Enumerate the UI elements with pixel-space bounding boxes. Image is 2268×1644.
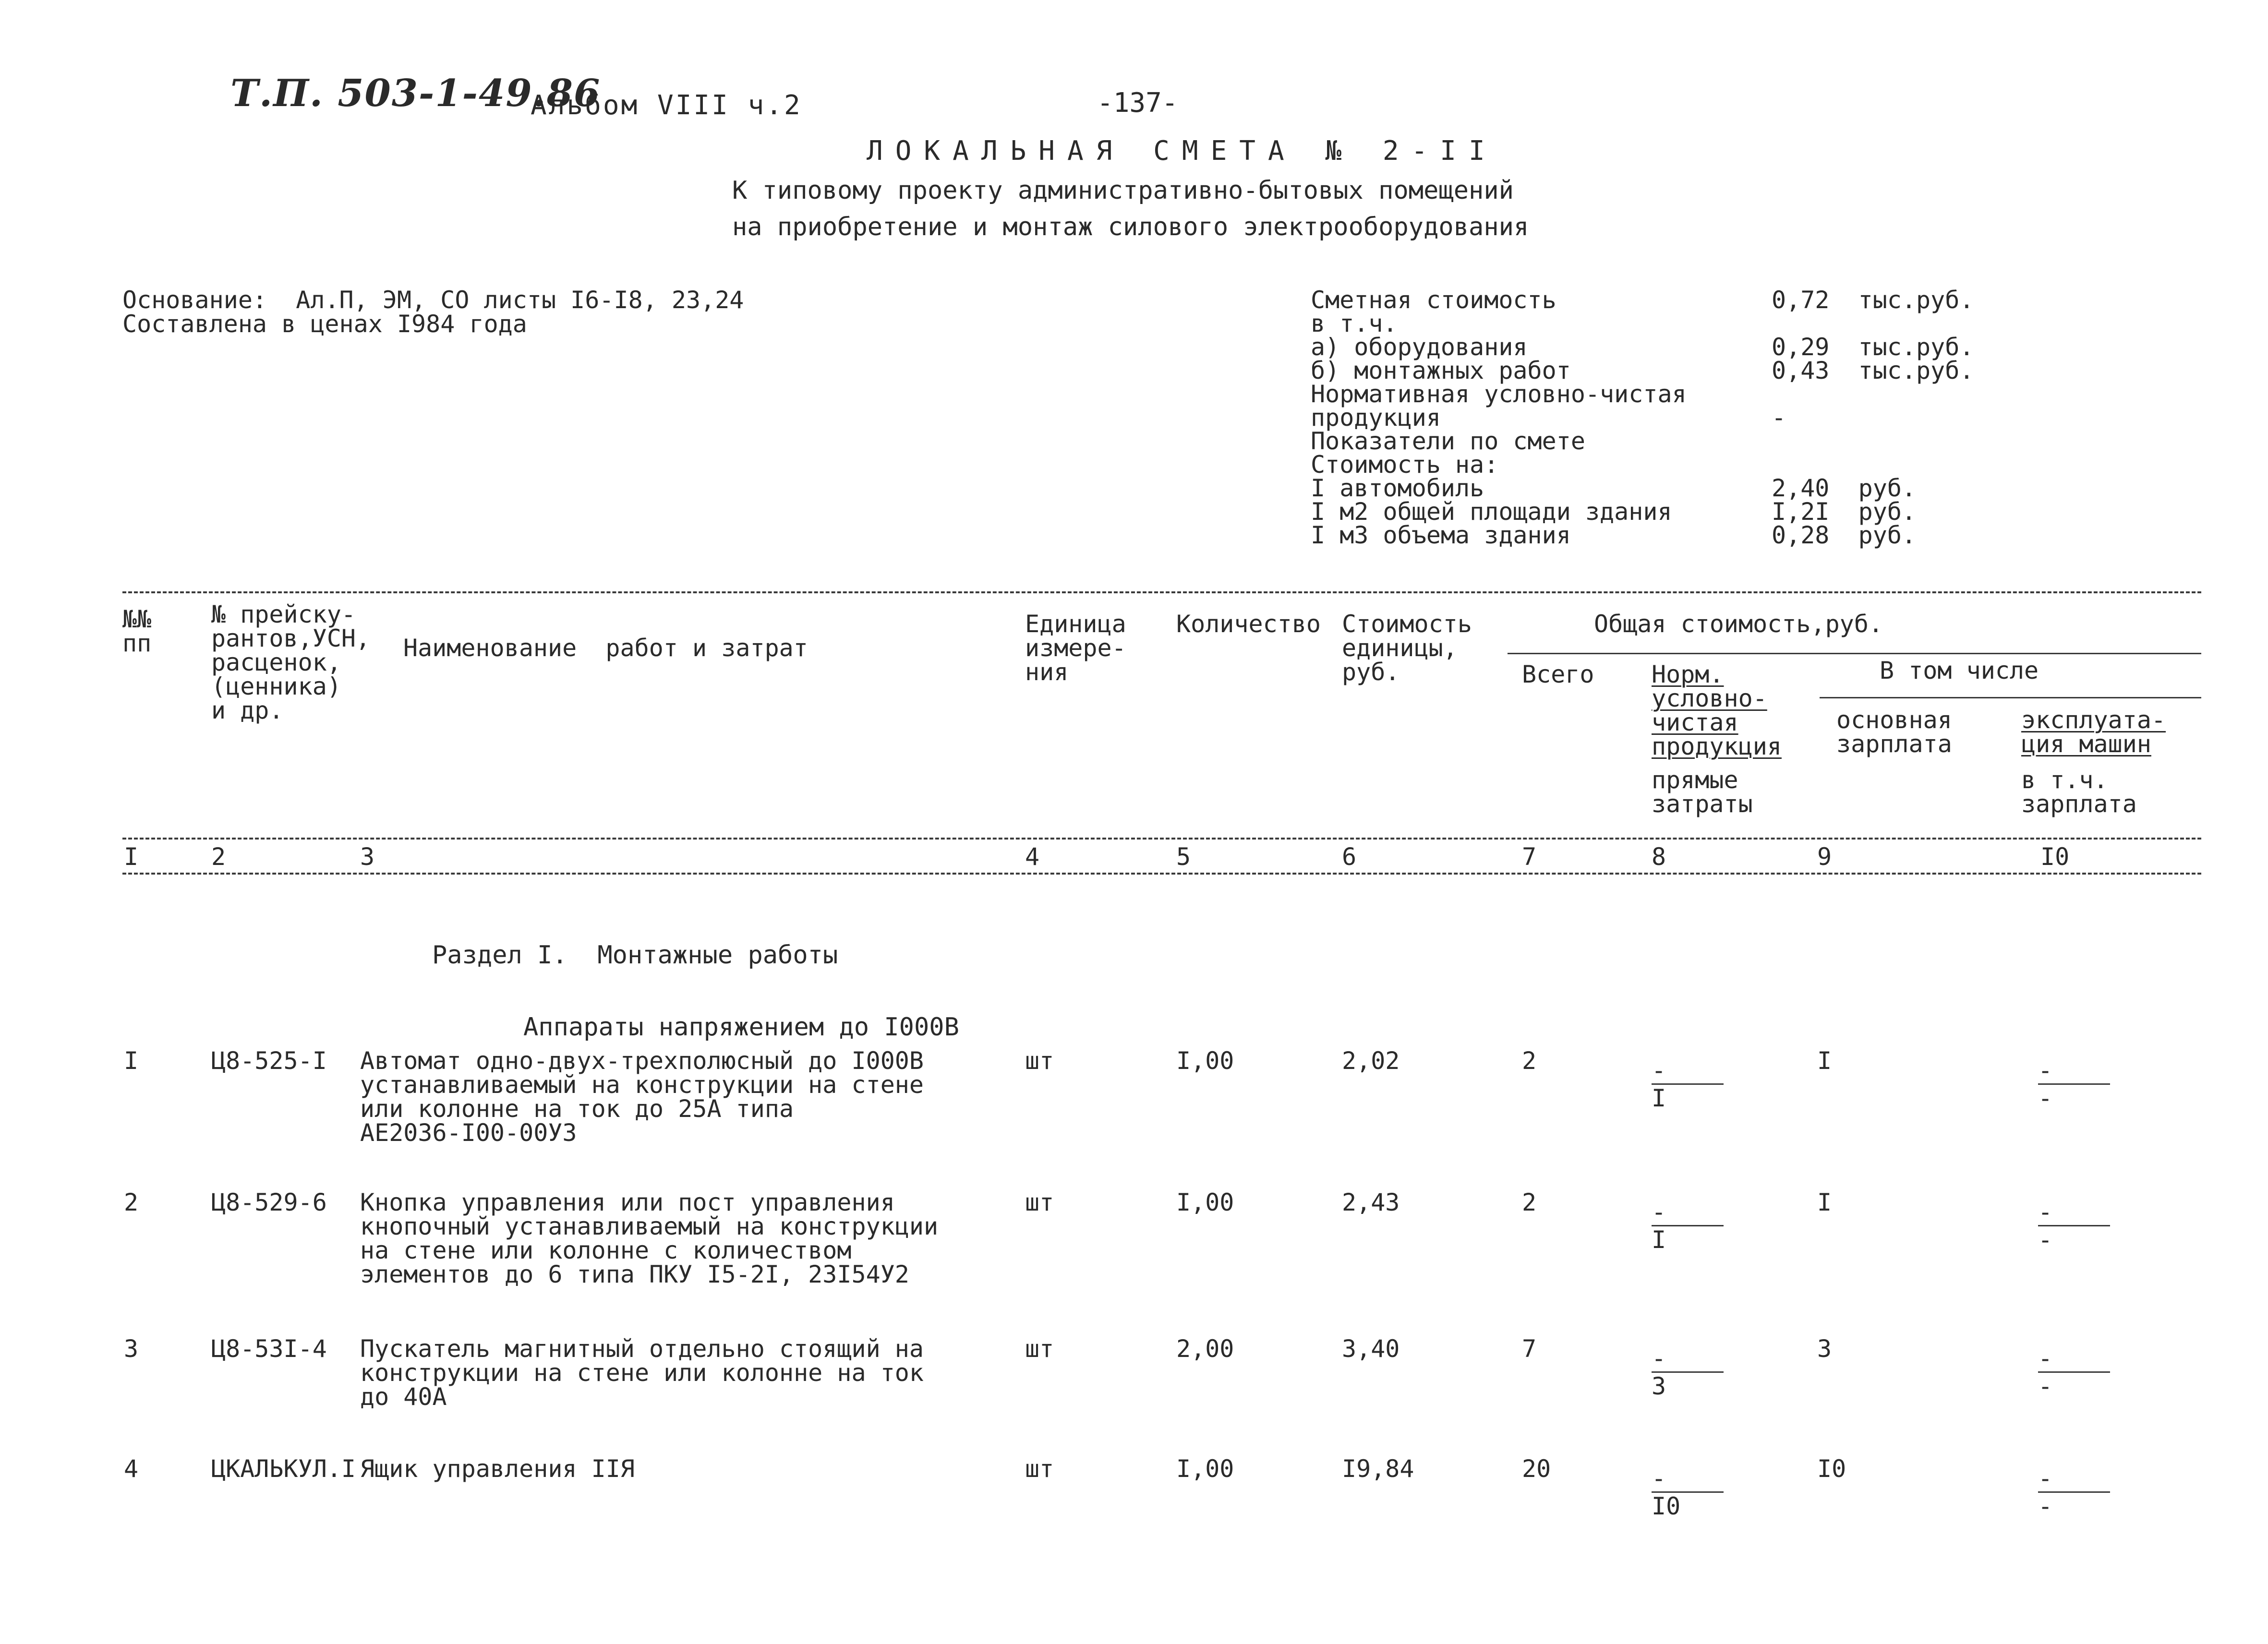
row-machines-fraction-top: - <box>2038 1198 2053 1226</box>
row-unit-cost: I9,84 <box>1342 1455 1414 1483</box>
row-machines-fraction-bottom: - <box>2038 1372 2053 1400</box>
row-base-salary: I0 <box>1817 1455 1846 1483</box>
row-description: Пускатель магнитный отдельно стоящий на конструкции на стене или колонне на ток до 40А <box>360 1335 924 1411</box>
row-unit-cost: 3,40 <box>1342 1335 1400 1363</box>
summary-label: I м3 объема здания <box>1311 521 1571 549</box>
summary-label: Нормативная условно-чистая <box>1311 380 1687 408</box>
row-norm-fraction-bottom: 3 <box>1652 1372 1666 1400</box>
header-col-price-list: № прейску- рантов,УСН, расценок, (ценника) и др. <box>211 600 371 724</box>
row-norm-fraction-top: - <box>1652 1344 1666 1372</box>
header-col-quantity: Количество <box>1176 610 1321 638</box>
header-col-unit-cost: Стоимость единицы, руб. <box>1342 610 1472 686</box>
row-number: 3 <box>124 1335 139 1363</box>
row-machines-fraction-top: - <box>2038 1056 2053 1084</box>
table-top-rule <box>122 591 2201 593</box>
row-total: 2 <box>1522 1188 1537 1216</box>
row-norm-fraction-top: - <box>1652 1464 1666 1492</box>
row-unit: шт <box>1025 1188 1054 1216</box>
row-number: 4 <box>124 1455 139 1483</box>
row-quantity: 2,00 <box>1176 1335 1234 1363</box>
estimate-subtitle-2: на приобретение и монтаж силового электрооборудования <box>732 213 1529 241</box>
row-unit: шт <box>1025 1335 1054 1363</box>
row-price-code: Ц8-529-6 <box>211 1188 327 1216</box>
header-total-rule <box>1508 653 2201 654</box>
row-quantity: I,00 <box>1176 1047 1234 1075</box>
summary-label: в т.ч. <box>1311 310 1398 337</box>
row-description: Ящик управления IIЯ <box>360 1455 635 1483</box>
summary-value: 0,72 тыс.руб. <box>1772 286 1974 314</box>
header-total-group: Общая стоимость,руб. <box>1594 610 1883 638</box>
summary-value: 0,43 тыс.руб. <box>1772 357 1974 384</box>
row-unit: шт <box>1025 1455 1054 1483</box>
estimate-subtitle-1: К типовому проекту административно-бытовых помещений <box>732 176 1514 205</box>
row-price-code: ЦКАЛЬКУЛ.I <box>211 1455 356 1483</box>
row-base-salary: I <box>1817 1188 1832 1216</box>
row-price-code: Ц8-53I-4 <box>211 1335 327 1363</box>
row-machines-fraction-top: - <box>2038 1464 2053 1492</box>
column-number-6: 6 <box>1342 843 1357 871</box>
subsection-title: Аппараты напряжением до I000В <box>523 1013 959 1042</box>
row-norm-fraction-bottom: I <box>1652 1084 1666 1112</box>
summary-value: 0,28 руб. <box>1772 521 1917 549</box>
header-col-direct-costs: прямые затраты <box>1652 766 1753 818</box>
row-total: 20 <box>1522 1455 1551 1483</box>
row-quantity: I,00 <box>1176 1188 1234 1216</box>
summary-label: б) монтажных работ <box>1311 357 1571 384</box>
album-label: Альбом VIII ч.2 <box>531 90 802 121</box>
column-number-3: 3 <box>360 843 375 871</box>
column-number-9: 9 <box>1817 843 1832 871</box>
basis-line-2: Составлена в ценах I984 года <box>122 310 527 338</box>
row-number: I <box>124 1047 139 1075</box>
header-col-machines-salary: в т.ч. зарплата <box>2021 766 2137 818</box>
row-machines-fraction-bottom: - <box>2038 1226 2053 1254</box>
row-norm-fraction-top: - <box>1652 1056 1666 1084</box>
summary-label: I автомобиль <box>1311 474 1484 502</box>
row-number: 2 <box>124 1188 139 1216</box>
column-number-2: 2 <box>211 843 226 871</box>
row-norm-fraction-bottom: I <box>1652 1226 1666 1254</box>
header-col-norm-product: Норм. условно- чистая продукция <box>1652 660 1782 760</box>
page-number: -137- <box>1097 87 1178 119</box>
row-unit-cost: 2,43 <box>1342 1188 1400 1216</box>
column-number-10: I0 <box>2040 843 2070 871</box>
document-code: Т.П. 503-1-49.86 <box>230 72 601 115</box>
column-number-1: I <box>124 843 139 871</box>
column-number-8: 8 <box>1652 843 1666 871</box>
row-machines-fraction-bottom: - <box>2038 1492 2053 1520</box>
row-quantity: I,00 <box>1176 1455 1234 1483</box>
row-description: Кнопка управления или пост управления кнопочный устанавливаемый на конструкции на стене или колонне с количеством элементов до 6 типа ПКУ I5-2I, 23I54У2 <box>360 1188 939 1288</box>
table-header-bottom-rule <box>122 838 2201 840</box>
summary-label: I м2 общей площади здания <box>1311 498 1672 526</box>
header-col-unit: Единица измере- ния <box>1025 610 1126 686</box>
row-unit-cost: 2,02 <box>1342 1047 1400 1075</box>
header-col-machines: эксплуата- ция машин <box>2021 706 2166 758</box>
row-price-code: Ц8-525-I <box>211 1047 327 1075</box>
row-description: Автомат одно-двух-трехполюсный до I000В устанавливаемый на конструкции на стене или колонне на ток до 25А типа АЕ2036-I00-00У3 <box>360 1047 924 1147</box>
header-including-group: В том числе <box>1880 657 2039 684</box>
basis-line-1: Основание: Ал.П, ЭМ, СО листы I6-I8, 23,24 <box>122 286 744 314</box>
summary-label: Стоимость на: <box>1311 451 1499 479</box>
estimate-title: ЛОКАЛЬНАЯ СМЕТА № 2-II <box>867 135 1497 167</box>
header-col-base-salary: основная зарплата <box>1836 706 1952 758</box>
row-machines-fraction-bottom: - <box>2038 1084 2053 1112</box>
row-total: 7 <box>1522 1335 1537 1363</box>
summary-value: I,2I руб. <box>1772 498 1917 526</box>
summary-value: - <box>1772 404 1786 432</box>
column-numbers-bottom-rule <box>122 873 2201 875</box>
row-machines-fraction-top: - <box>2038 1344 2053 1372</box>
row-base-salary: I <box>1817 1047 1832 1075</box>
column-number-7: 7 <box>1522 843 1537 871</box>
row-norm-fraction-bottom: I0 <box>1652 1492 1681 1520</box>
summary-value: 0,29 тыс.руб. <box>1772 333 1974 361</box>
summary-label: Показатели по смете <box>1311 427 1585 455</box>
header-col-name: Наименование работ и затрат <box>403 634 808 662</box>
header-including-rule <box>1820 697 2201 698</box>
section-title: Раздел I. Монтажные работы <box>432 941 838 970</box>
summary-label: а) оборудования <box>1311 333 1528 361</box>
row-total: 2 <box>1522 1047 1537 1075</box>
column-number-4: 4 <box>1025 843 1040 871</box>
row-unit: шт <box>1025 1047 1054 1075</box>
column-number-5: 5 <box>1176 843 1191 871</box>
summary-value: 2,40 руб. <box>1772 474 1917 502</box>
header-col-number: №№ пп <box>122 605 152 657</box>
row-base-salary: 3 <box>1817 1335 1832 1363</box>
summary-label: Сметная стоимость <box>1311 286 1556 314</box>
summary-label: продукция <box>1311 404 1441 432</box>
header-col-total: Всего <box>1522 660 1594 688</box>
row-norm-fraction-top: - <box>1652 1198 1666 1226</box>
